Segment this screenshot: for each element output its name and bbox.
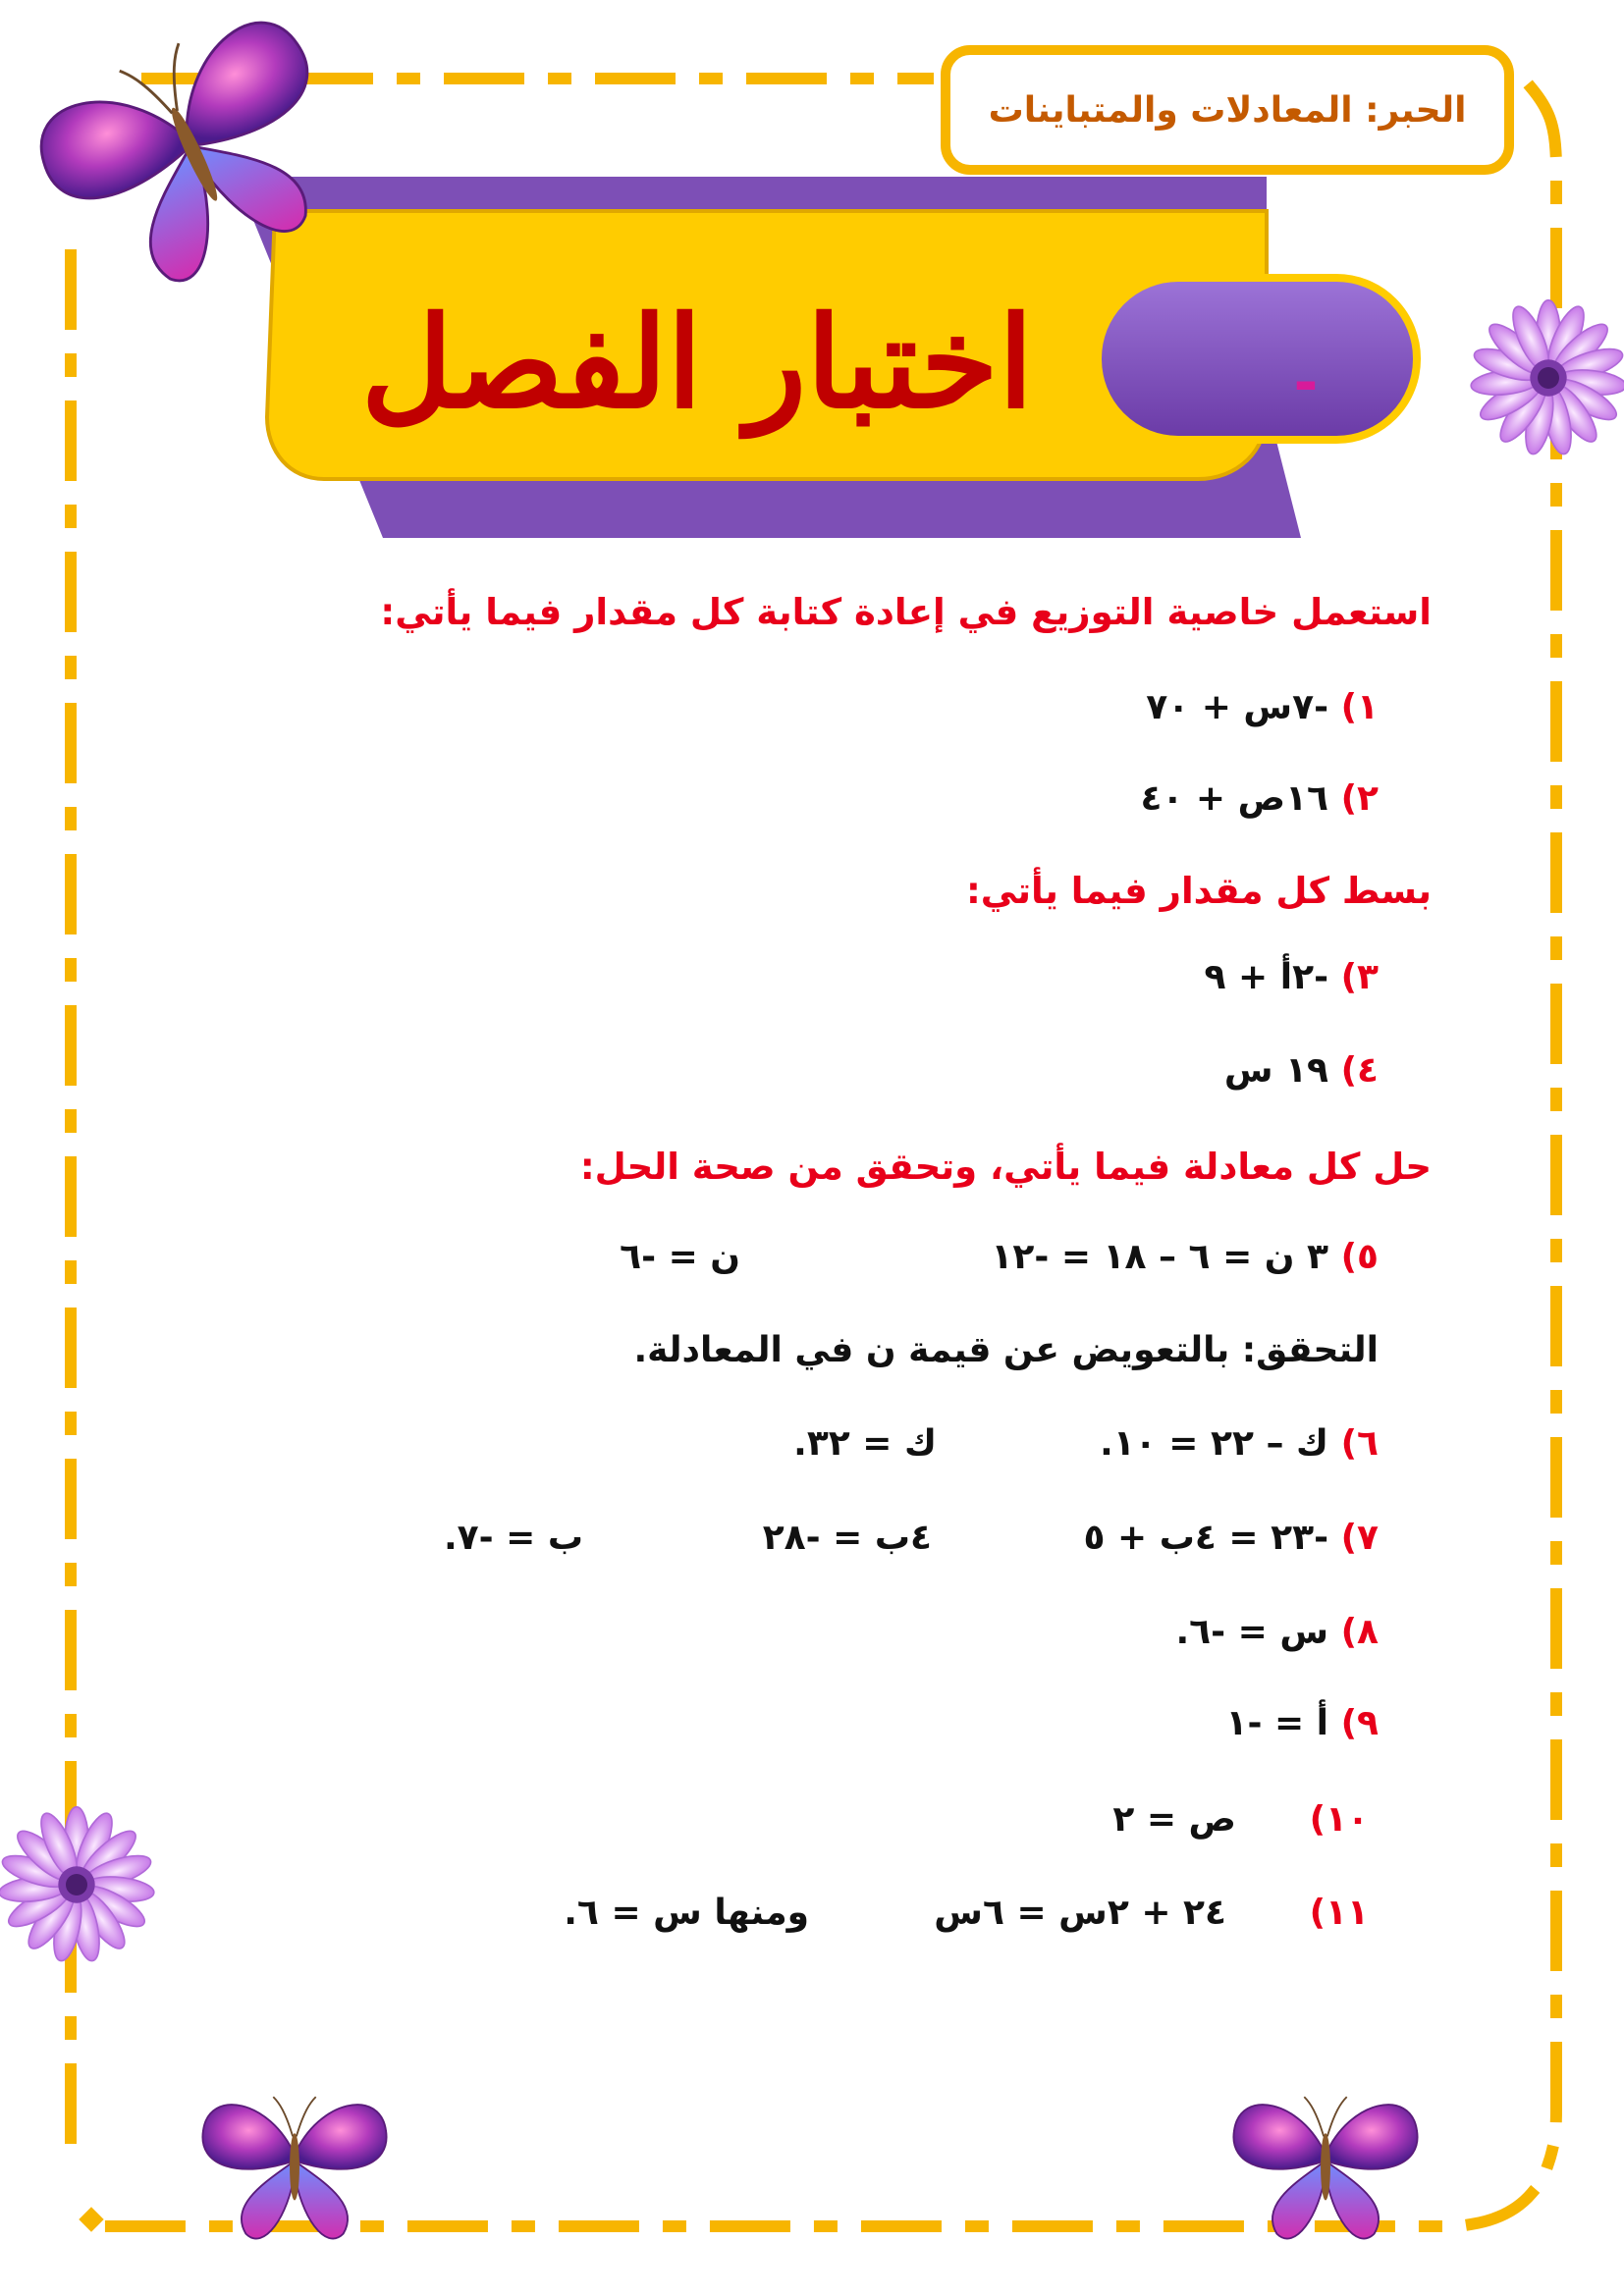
exercise-1: [1146, 687, 1379, 727]
item-text: س = -٦.: [1175, 1612, 1329, 1652]
item-text: -٢٣ = ٤ب + ٥: [1083, 1518, 1329, 1558]
item-number: ٥): [1340, 1237, 1379, 1277]
flower-icon: [1470, 300, 1624, 456]
exercise-6: [1100, 1423, 1379, 1464]
exercise-7: [1084, 1518, 1380, 1558]
item-number: ١): [1340, 687, 1379, 727]
exercise-10: ص = ٢: [1112, 1799, 1236, 1840]
butterfly-icon: [202, 2097, 386, 2238]
exercise-6-answer: ك = ٣٢.: [793, 1423, 937, 1464]
frame-corner: [79, 2207, 103, 2231]
exercise-5: [991, 1237, 1379, 1277]
item-text: -٢أ + ٩: [1204, 957, 1329, 997]
item-number: ١٠): [1309, 1799, 1369, 1840]
item-number: ٧): [1340, 1518, 1379, 1558]
item-number: ٢): [1340, 778, 1379, 819]
exercise-4: [1224, 1050, 1379, 1091]
exercise-10-number: [1310, 1799, 1369, 1840]
item-number: ٦): [1340, 1423, 1379, 1464]
item-number: ٩): [1340, 1703, 1379, 1743]
item-text: ١٩ س: [1223, 1050, 1329, 1091]
question-heading: بسط كل مقدار فيما يأتي:: [965, 870, 1432, 912]
item-text: ١٦ص + ٤٠: [1140, 778, 1329, 819]
exercise-11-answer: ومنها س = ٦.: [564, 1893, 809, 1933]
item-text: -٧س + ٧٠: [1146, 687, 1329, 727]
item-number: ١١): [1309, 1893, 1369, 1933]
item-number: ٣): [1340, 957, 1379, 997]
exercise-7-answer: ب = -٧.: [443, 1518, 583, 1558]
item-text: أ = -١: [1225, 1703, 1329, 1743]
exercise-2: [1140, 778, 1379, 819]
verification-note: التحقق: بالتعويض عن قيمة ن في المعادلة.: [633, 1330, 1379, 1370]
item-number: ٨): [1340, 1612, 1379, 1652]
topic-label: الحبر: المعادلات والمتباينات: [941, 45, 1514, 175]
flower-icon: [0, 1807, 155, 1963]
exercise-11: ٢٤ + ٢س = ٦س: [934, 1893, 1226, 1933]
exercise-11-number: [1310, 1893, 1369, 1933]
exercise-7-step: ٤ب = -٢٨: [762, 1518, 932, 1558]
exercise-8: [1175, 1612, 1379, 1652]
exercise-9: [1226, 1703, 1379, 1743]
title-dash: -: [1293, 348, 1319, 417]
item-text: ك – ٢٢ = ١٠.: [1100, 1423, 1329, 1464]
exercise-3: [1205, 957, 1379, 997]
question-heading: حل كل معادلة فيما يأتي، وتحقق من صحة الحل:: [579, 1146, 1432, 1188]
question-heading: استعمل خاصية التوزيع في إعادة كتابة كل مقدار فيما يأتي:: [380, 591, 1432, 633]
item-number: ٤): [1340, 1050, 1379, 1091]
page-title: اختبار الفصل: [360, 290, 1034, 437]
exercise-5-answer: ن = -٦: [620, 1237, 740, 1277]
butterfly-icon: [1233, 2097, 1417, 2238]
item-text: ٣ ن = ٦ – ١٨ = -١٢: [991, 1237, 1329, 1277]
